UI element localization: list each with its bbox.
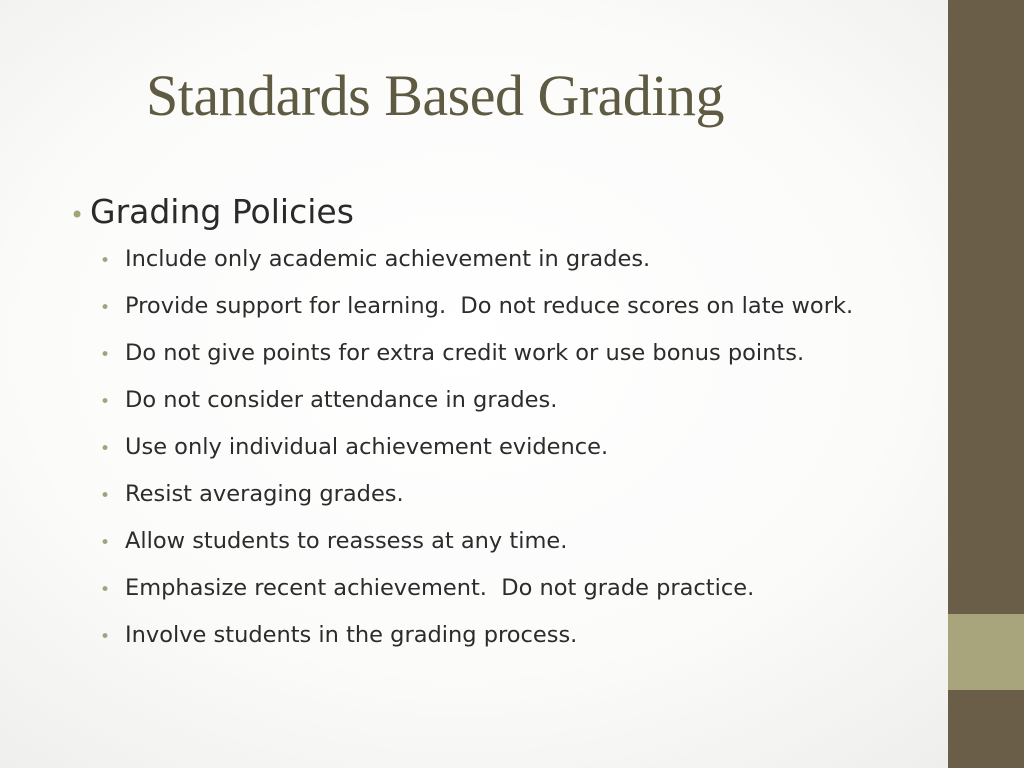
list-item-text: Emphasize recent achievement. Do not grade practice.: [125, 574, 755, 601]
list-item-text: Allow students to reassess at any time.: [125, 527, 568, 554]
bullet-icon: •: [100, 391, 111, 412]
list-item: [100, 287, 930, 327]
list-item: [100, 428, 930, 468]
list-item-text: Provide support for learning. Do not reduce scores on late work.: [125, 292, 854, 319]
list-item: [100, 381, 930, 421]
section-heading-text: Grading Policies: [90, 192, 354, 231]
list-item: [100, 569, 930, 609]
list-item-text: Do not give points for extra credit work or use bonus points.: [125, 339, 805, 366]
slide-content: [70, 192, 930, 663]
list-item-text: Involve students in the grading process.: [125, 621, 578, 648]
bullet-icon: •: [100, 250, 111, 271]
list-item-text: Use only individual achievement evidence.: [125, 433, 609, 460]
bullet-icon: •: [100, 485, 111, 506]
list-item-text: Include only academic achievement in grades.: [125, 245, 651, 272]
list-item: [100, 475, 930, 515]
bullet-icon: •: [70, 201, 85, 229]
bullet-icon: •: [100, 579, 111, 600]
section-heading: [70, 192, 930, 232]
policy-list: [70, 240, 930, 656]
list-item-text: Resist averaging grades.: [125, 480, 404, 507]
list-item: [100, 240, 930, 280]
bullet-icon: •: [100, 532, 111, 553]
sidebar-accent-block: [948, 614, 1024, 690]
list-item: [100, 334, 930, 374]
bullet-icon: •: [100, 344, 111, 365]
slide-title: Standards Based Grading: [146, 63, 725, 128]
bullet-icon: •: [100, 626, 111, 647]
list-item: [100, 522, 930, 562]
list-item-text: Do not consider attendance in grades.: [125, 386, 558, 413]
bullet-icon: •: [100, 297, 111, 318]
list-item: [100, 616, 930, 656]
bullet-icon: •: [100, 438, 111, 459]
